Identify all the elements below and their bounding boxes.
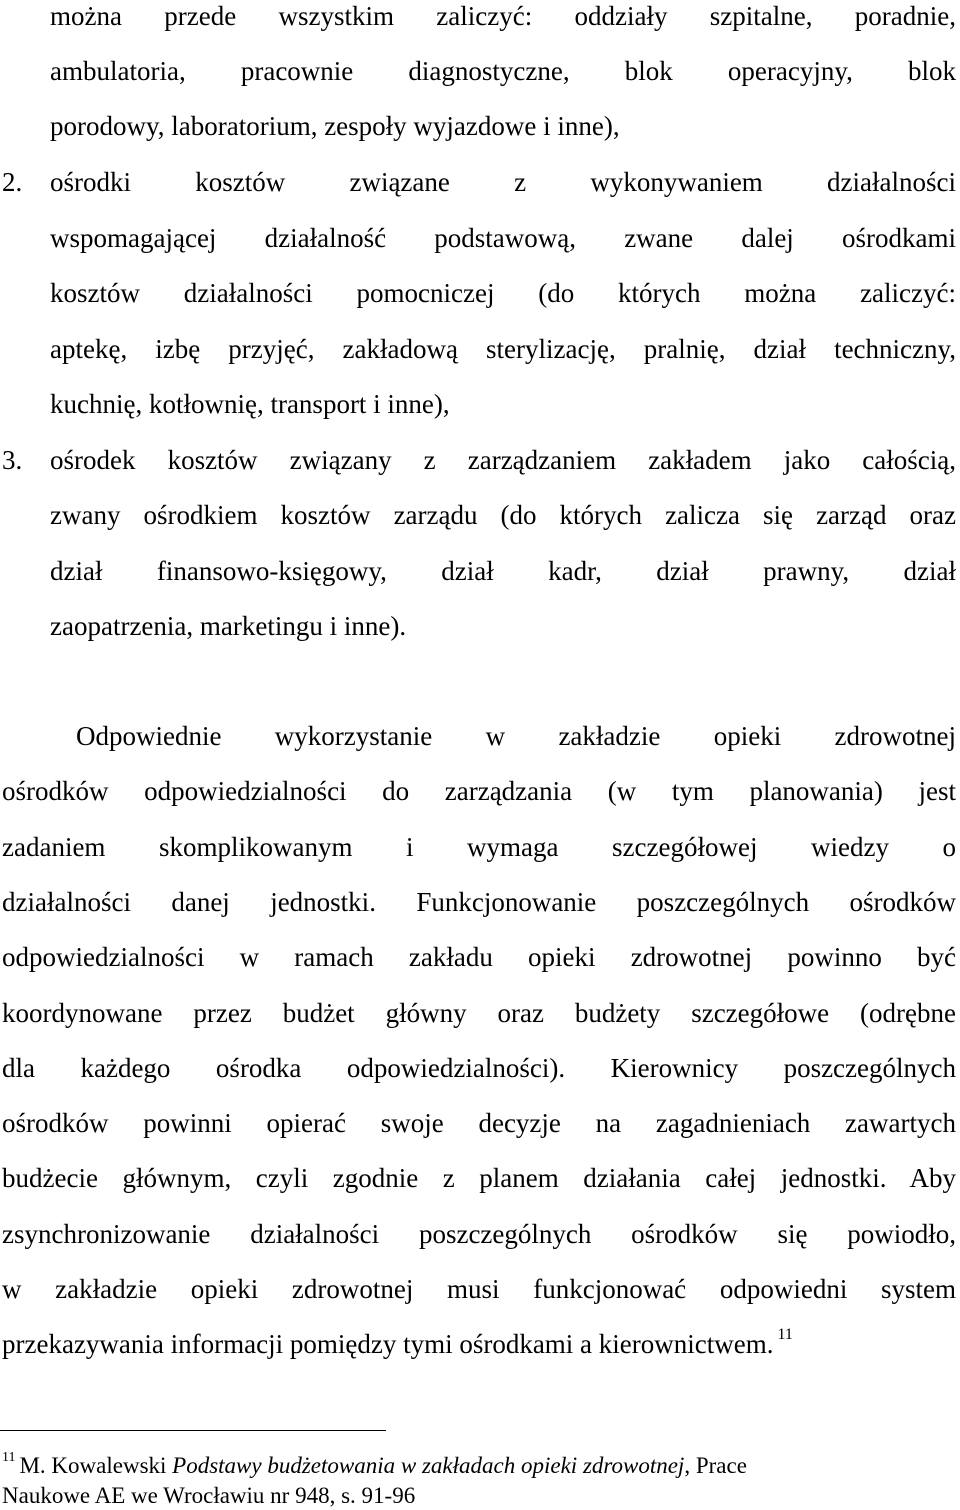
text-line: ośrodki kosztów związane z wykonywaniem działalności <box>50 167 956 197</box>
text-line: budżecie głównym, czyli zgodnie z planem działania całej jednostki. Aby <box>2 1163 956 1193</box>
text-line: można przede wszystkim zaliczyć: oddziały szpitalne, poradnie, <box>50 1 956 31</box>
text-line: działalności danej jednostki. Funkcjonowanie poszczególnych ośrodków <box>2 887 956 917</box>
text-line: dla każdego ośrodka odpowiedzialności). Kierownicy poszczególnych <box>2 1053 956 1083</box>
footnote-reference[interactable]: 11 <box>777 1326 793 1343</box>
footnote-line-1 <box>2 1452 747 1484</box>
text-line: aptekę, izbę przyjęć, zakładową sterylizację, pralnię, dział techniczny, <box>50 334 956 364</box>
text-line: kuchnię, kotłownię, transport i inne), <box>50 389 450 419</box>
text-line: zadaniem skomplikowanym i wymaga szczegółowej wiedzy o <box>2 832 956 862</box>
footnote-line-2: Naukowe AE we Wrocławiu nr 948, s. 91-96 <box>2 1483 416 1508</box>
footnote-title: Podstawy budżetowania w zakładach opieki zdrowotnej <box>172 1453 685 1478</box>
text-line: zwany ośrodkiem kosztów zarządu (do których zalicza się zarząd oraz <box>50 500 956 530</box>
footnote-author: M. Kowalewski <box>19 1453 173 1478</box>
text-line: zaopatrzenia, marketingu i inne). <box>50 611 407 641</box>
text-line: kosztów działalności pomocniczej (do których można zaliczyć: <box>50 278 956 308</box>
list-number: 2. <box>2 167 23 197</box>
footnote-publisher: , Prace <box>684 1453 747 1478</box>
text-line: dział finansowo-księgowy, dział kadr, dział prawny, dział <box>50 556 956 586</box>
text-line: koordynowane przez budżet główny oraz budżety szczegółowe (odrębne <box>2 998 956 1028</box>
text-line: ambulatoria, pracownie diagnostyczne, blok operacyjny, blok <box>50 56 956 86</box>
text-line: w zakładzie opieki zdrowotnej musi funkcjonować odpowiedni system <box>2 1274 956 1304</box>
text-line: porodowy, laboratorium, zespoły wyjazdowe i inne), <box>50 111 620 141</box>
footnote-marker: 11 <box>2 1450 16 1465</box>
footnote-separator <box>0 1430 386 1431</box>
text-line: ośrodek kosztów związany z zarządzaniem zakładem jako całością, <box>50 445 956 475</box>
list-number: 3. <box>2 445 23 475</box>
text-line: ośrodków powinni opierać swoje decyzje na zagadnieniach zawartych <box>2 1108 956 1138</box>
text-line: przekazywania informacji pomiędzy tymi ośrodkami a kierownictwem. <box>2 1329 774 1359</box>
text-line: wspomagającej działalność podstawową, zwane dalej ośrodkami <box>50 223 956 253</box>
text-line: Odpowiednie wykorzystanie w zakładzie opieki zdrowotnej <box>76 721 956 751</box>
text-line: ośrodków odpowiedzialności do zarządzania (w tym planowania) jest <box>2 776 956 806</box>
text-line: odpowiedzialności w ramach zakładu opieki zdrowotnej powinno być <box>2 942 956 972</box>
text-line: zsynchronizowanie działalności poszczególnych ośrodków się powiodło, <box>2 1219 956 1249</box>
text-line-last <box>2 1328 793 1360</box>
